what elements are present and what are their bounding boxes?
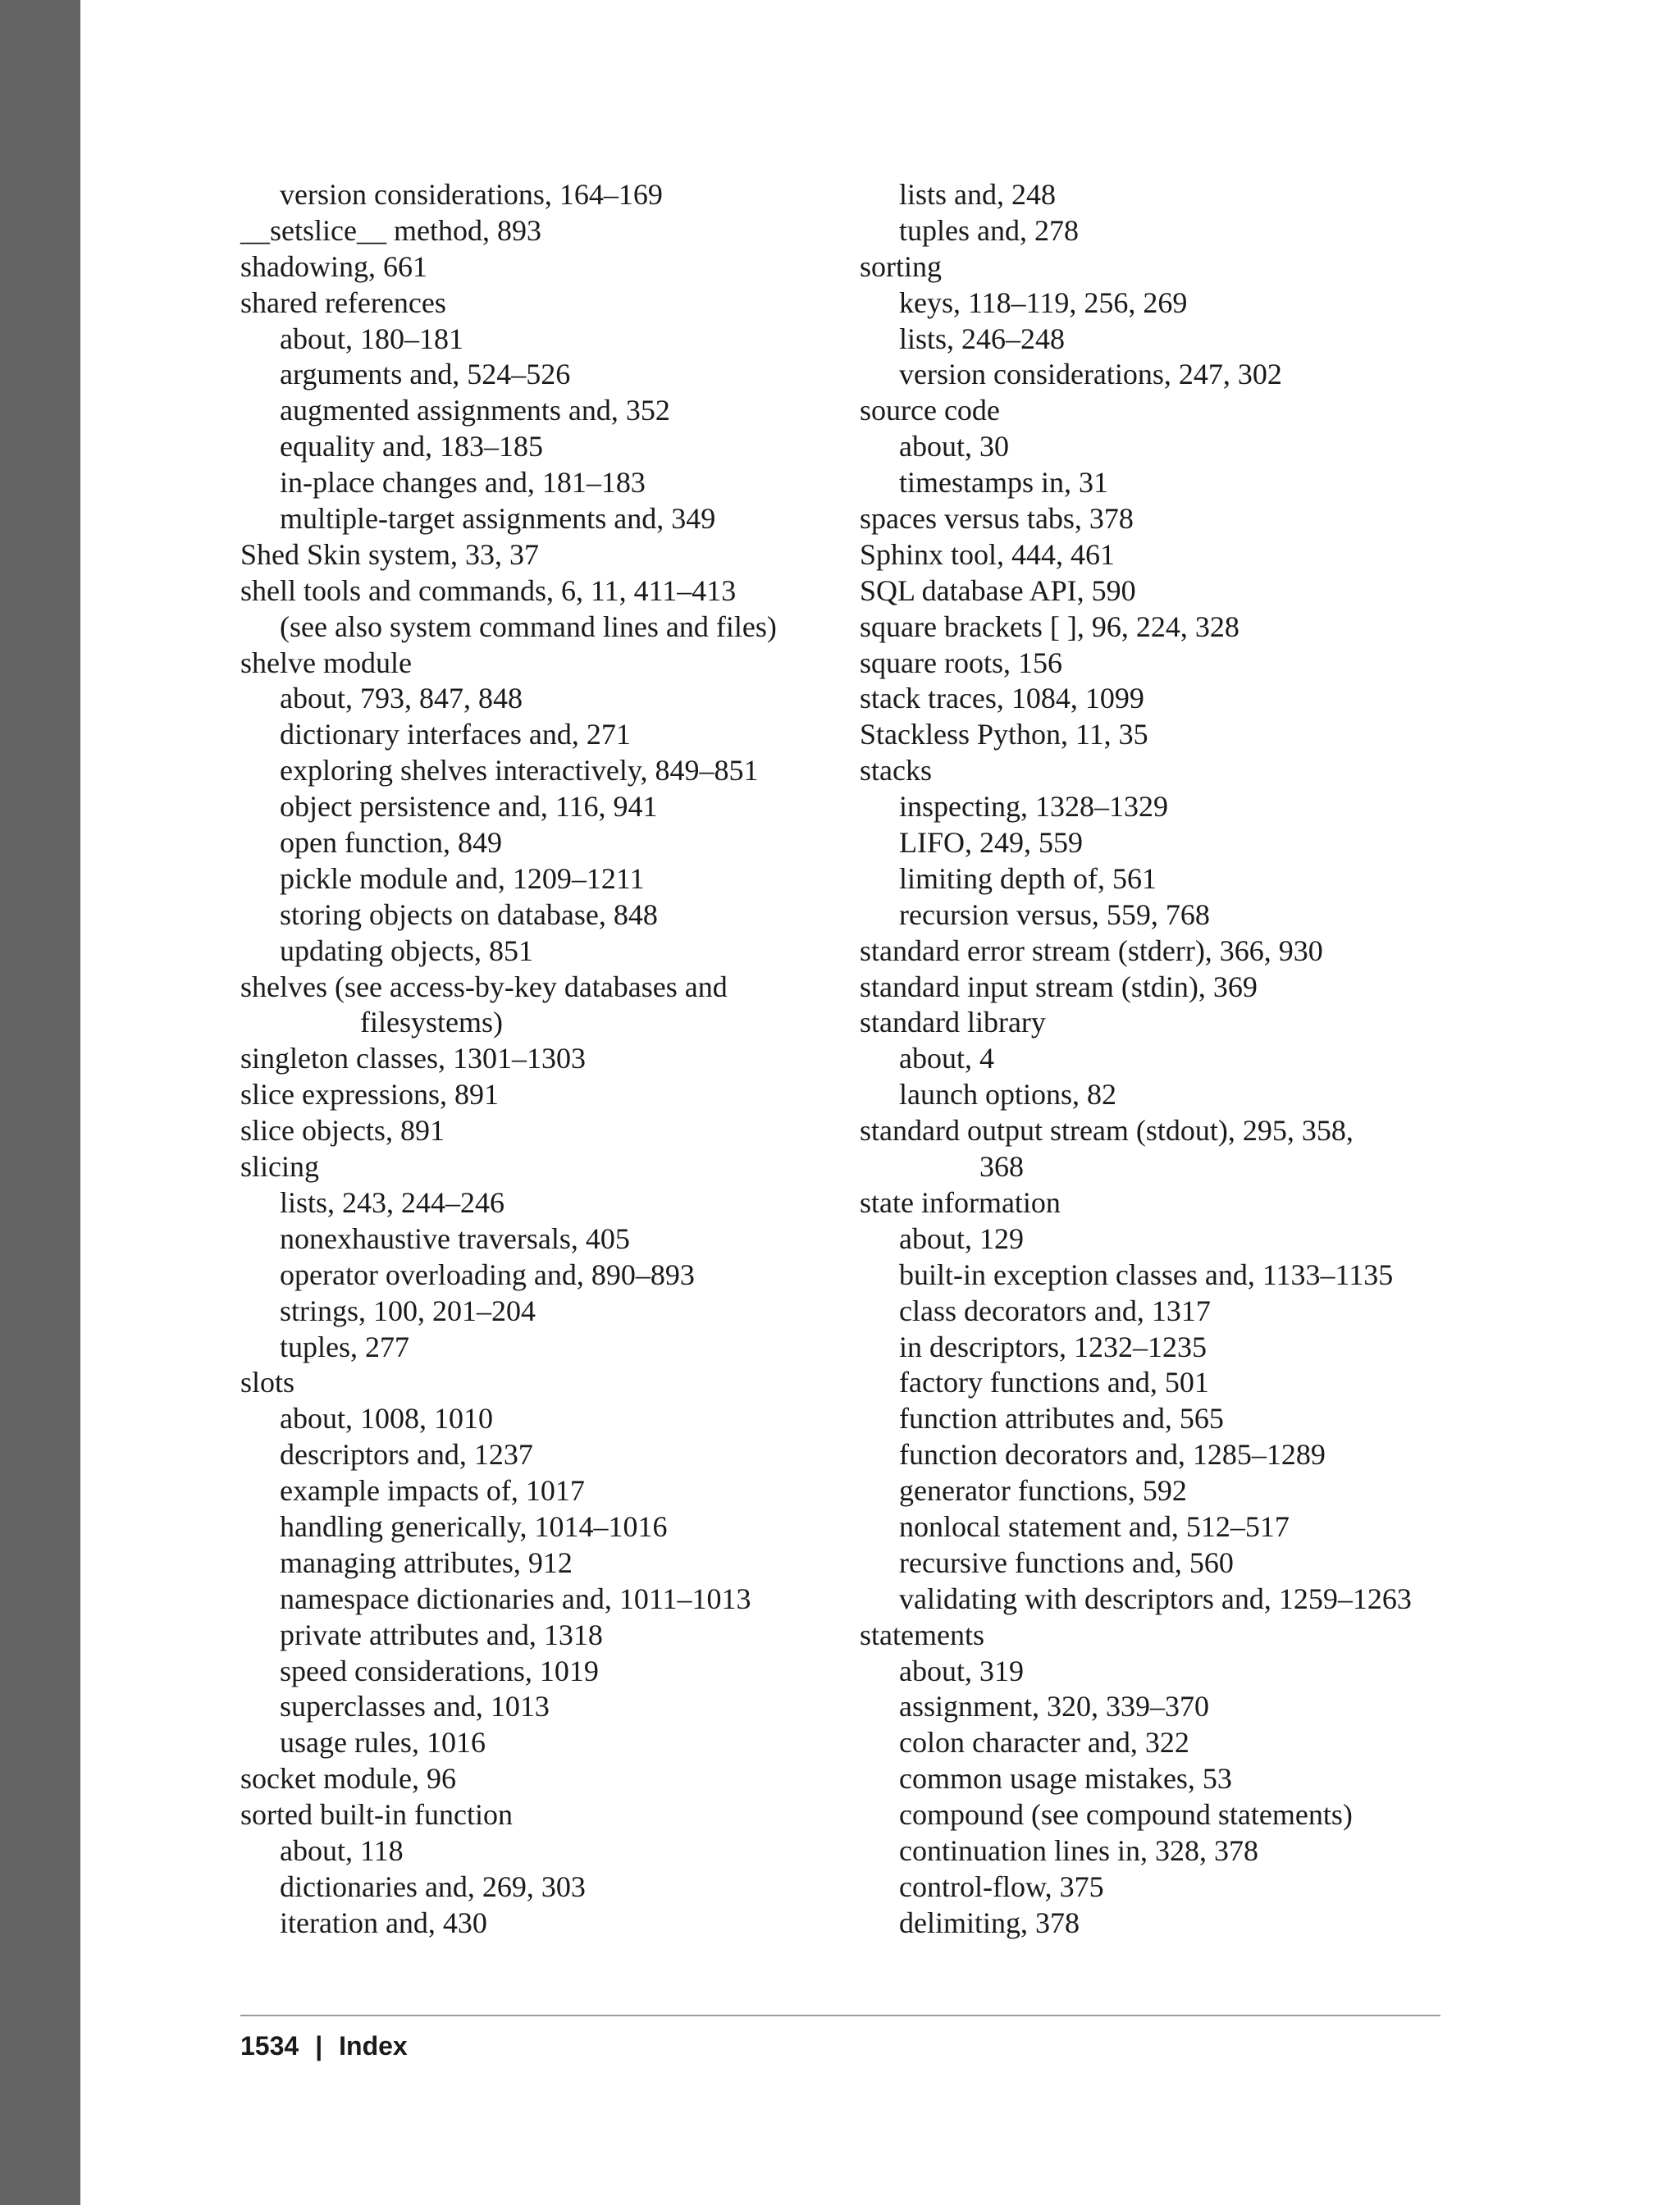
index-subentry: launch options, 82	[899, 1078, 1116, 1112]
index-subentry: speed considerations, 1019	[280, 1654, 599, 1687]
index-subentry: about, 30	[899, 430, 1009, 463]
index-subentry: validating with descriptors and, 1259–1263	[899, 1582, 1412, 1615]
index-subentry: in descriptors, 1232–1235	[899, 1330, 1207, 1363]
index-subentry: timestamps in, 31	[899, 466, 1108, 500]
index-subentry: nonexhaustive traversals, 405	[280, 1221, 630, 1255]
index-entry: square brackets [ ], 96, 224, 328	[860, 609, 1239, 643]
index-subentry: dictionary interfaces and, 271	[280, 718, 631, 751]
index-column-left	[240, 177, 913, 1942]
index-subentry: usage rules, 1016	[280, 1726, 486, 1760]
index-subentry: control-flow, 375	[899, 1869, 1104, 1903]
index-subentry: namespace dictionaries and, 1011–1013	[280, 1582, 751, 1615]
index-entry: square roots, 156	[860, 646, 1062, 679]
index-entry: slice objects, 891	[240, 1114, 445, 1148]
index-subentry: about, 319	[899, 1654, 1024, 1687]
index-entry: standard error stream (stderr), 366, 930	[860, 934, 1323, 967]
index-subentry: assignment, 320, 339–370	[899, 1690, 1209, 1723]
page-footer	[240, 2026, 408, 2066]
index-subentry: open function, 849	[280, 826, 502, 860]
index-subentry: keys, 118–119, 256, 269	[899, 285, 1188, 319]
index-entry: Stackless Python, 11, 35	[860, 718, 1148, 751]
index-subentry: iteration and, 430	[280, 1906, 487, 1939]
index-subentry: lists, 246–248	[899, 322, 1066, 355]
page-number: 1534	[240, 2031, 299, 2061]
index-entry: sorted built-in function	[240, 1798, 513, 1832]
index-entry: Sphinx tool, 444, 461	[860, 537, 1116, 571]
index-subentry: descriptors and, 1237	[280, 1438, 533, 1472]
index-subentry: example impacts of, 1017	[280, 1474, 585, 1508]
index-subentry: LIFO, 249, 559	[899, 826, 1083, 860]
index-entry: state information	[860, 1185, 1061, 1219]
footer-rule	[240, 2015, 1440, 2016]
index-subentry: operator overloading and, 890–893	[280, 1258, 695, 1291]
index-subentry: compound (see compound statements)	[899, 1798, 1353, 1832]
index-entry: stack traces, 1084, 1099	[860, 682, 1144, 715]
index-subentry: factory functions and, 501	[899, 1366, 1209, 1399]
index-subentry: common usage mistakes, 53	[899, 1762, 1232, 1796]
index-entry: singleton classes, 1301–1303	[240, 1042, 586, 1075]
index-entry: shelves (see access-by-key databases and	[240, 970, 728, 1003]
index-entry: shelve module	[240, 646, 412, 679]
index-subentry: augmented assignments and, 352	[280, 394, 670, 427]
index-subentry: lists and, 248	[899, 178, 1057, 211]
index-entry: shell tools and commands, 6, 11, 411–413	[240, 573, 737, 607]
index-subentry: class decorators and, 1317	[899, 1294, 1211, 1327]
index-subentry: generator functions, 592	[899, 1474, 1187, 1508]
index-subentry: about, 793, 847, 848	[280, 682, 523, 715]
index-subentry: about, 118	[280, 1833, 404, 1867]
index-subentry: handling generically, 1014–1016	[280, 1509, 668, 1543]
section-title: Index	[339, 2031, 408, 2061]
index-subentry: version considerations, 164–169	[280, 178, 663, 211]
index-subentry: about, 1008, 1010	[280, 1402, 493, 1436]
index-entry: standard output stream (stdout), 295, 358,	[860, 1114, 1354, 1148]
index-entry: stacks	[860, 754, 932, 788]
footer-separator: |	[315, 2031, 323, 2061]
index-subentry: arguments and, 524–526	[280, 358, 571, 391]
index-subentry: about, 129	[899, 1221, 1024, 1255]
index-subentry: function decorators and, 1285–1289	[899, 1438, 1326, 1472]
index-subentry: version considerations, 247, 302	[899, 358, 1282, 391]
index-subentry: inspecting, 1328–1329	[899, 790, 1168, 824]
index-subentry: (see also system command lines and files)	[280, 609, 777, 643]
index-subentry: pickle module and, 1209–1211	[280, 861, 645, 895]
index-subentry: superclasses and, 1013	[280, 1690, 550, 1723]
index-subentry: lists, 243, 244–246	[280, 1185, 505, 1219]
index-continuation: 368	[979, 1150, 1024, 1184]
index-subentry: dictionaries and, 269, 303	[280, 1869, 586, 1903]
index-entry: socket module, 96	[240, 1762, 456, 1796]
index-entry: Shed Skin system, 33, 37	[240, 537, 540, 571]
index-entry: statements	[860, 1618, 984, 1651]
index-subentry: function attributes and, 565	[899, 1402, 1224, 1436]
index-subentry: strings, 100, 201–204	[280, 1294, 536, 1327]
index-subentry: continuation lines in, 328, 378	[899, 1833, 1258, 1867]
index-subentry: delimiting, 378	[899, 1906, 1080, 1939]
index-entry: shared references	[240, 285, 446, 319]
index-subentry: recursive functions and, 560	[899, 1545, 1234, 1579]
index-entry: slicing	[240, 1150, 319, 1184]
index-subentry: built-in exception classes and, 1133–1135	[899, 1258, 1394, 1291]
index-subentry: about, 4	[899, 1042, 994, 1075]
index-subentry: tuples, 277	[280, 1330, 409, 1363]
index-entry: sorting	[860, 249, 943, 283]
index-continuation: filesystems)	[360, 1006, 503, 1039]
index-subentry: tuples and, 278	[899, 213, 1079, 247]
index-subentry: updating objects, 851	[280, 934, 533, 967]
index-entry: __setslice__ method, 893	[240, 213, 541, 247]
index-subentry: equality and, 183–185	[280, 430, 543, 463]
index-subentry: multiple-target assignments and, 349	[280, 502, 716, 536]
index-subentry: colon character and, 322	[899, 1726, 1189, 1760]
index-column-right	[860, 177, 1450, 1942]
index-subentry: object persistence and, 116, 941	[280, 790, 658, 824]
index-entry: standard input stream (stdin), 369	[860, 970, 1258, 1003]
index-subentry: about, 180–181	[280, 322, 463, 355]
index-subentry: storing objects on database, 848	[280, 897, 658, 931]
index-entry: slots	[240, 1366, 295, 1399]
index-subentry: nonlocal statement and, 512–517	[899, 1509, 1290, 1543]
index-subentry: limiting depth of, 561	[899, 861, 1157, 895]
index-subentry: in-place changes and, 181–183	[280, 466, 646, 500]
index-entry: slice expressions, 891	[240, 1078, 499, 1112]
index-subentry: exploring shelves interactively, 849–851	[280, 754, 759, 788]
index-entry: SQL database API, 590	[860, 573, 1136, 607]
index-entry: spaces versus tabs, 378	[860, 502, 1134, 536]
page-edge-strip	[0, 0, 80, 2205]
index-subentry: managing attributes, 912	[280, 1545, 573, 1579]
index-entry: shadowing, 661	[240, 249, 427, 283]
index-subentry: private attributes and, 1318	[280, 1618, 603, 1651]
index-entry: standard library	[860, 1006, 1046, 1039]
index-subentry: recursion versus, 559, 768	[899, 897, 1210, 931]
index-entry: source code	[860, 394, 1000, 427]
